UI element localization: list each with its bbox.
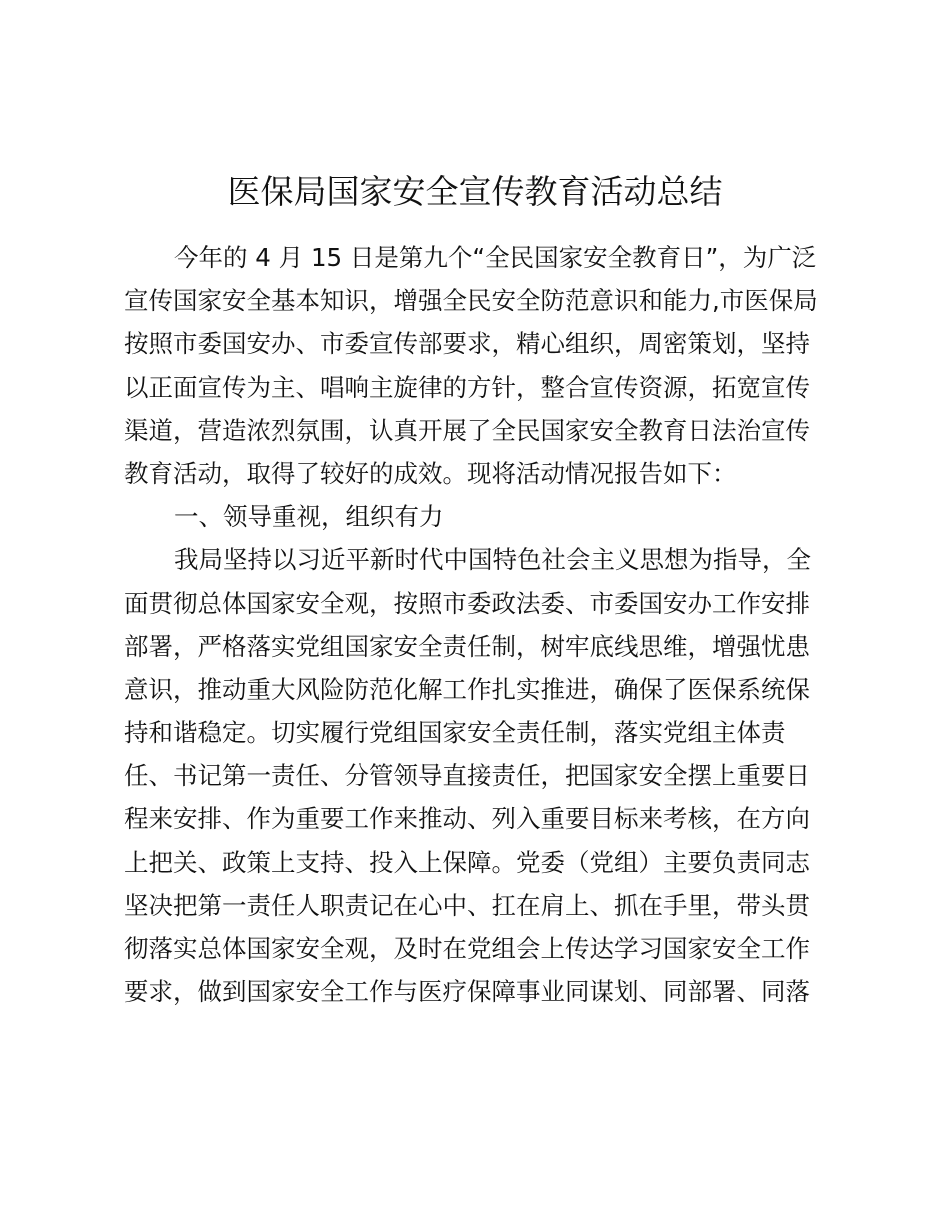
paragraph-2-line-7: 程来安排、作为重要工作来推动、列入重要目标来考核，在方向 [124,804,810,834]
paragraph-1-line-2: 宣传国家安全基本知识，增强全民安全防范意识和能力,市医保局 [124,286,818,316]
paragraph-2-line-6: 任、书记第一责任、分管领导直接责任，把国家安全摆上重要日 [124,761,810,791]
paragraph-2-line-8: 上把关、政策上支持、投入上保障。党委（党组）主要负责同志 [124,847,810,877]
document-body [124,236,834,1013]
paragraph-1-line-3: 按照市委国安办、市委宣传部要求，精心组织，周密策划，坚持 [124,329,810,359]
paragraph-2-line-11: 要求，做到国家安全工作与医疗保障事业同谋划、同部署、同落 [124,977,810,1007]
paragraph-1-line-1: 今年的 4 月 15 日是第九个“全民国家安全教育日”，为广泛 [174,243,817,272]
paragraph-2-line-3: 部署，严格落实党组国家安全责任制，树牢底线思维，增强忧患 [124,631,810,661]
paragraph-2-line-4: 意识，推动重大风险防范化解工作扎实推进，确保了医保系统保 [124,674,810,704]
paragraph-2-line-10: 彻落实总体国家安全观，及时在党组会上传达学习国家安全工作 [124,934,810,963]
paragraph-1-line-5: 渠道，营造浓烈氛围，认真开展了全民国家安全教育日法治宣传 [124,415,810,445]
paragraph-2-line-9: 坚决把第一责任人职责记在心中、扛在肩上、抓在手里，带头贯 [124,890,810,920]
paragraph-1-line-6: 教育活动，取得了较好的成效。现将活动情况报告如下： [124,458,737,488]
paragraph-2-line-2: 面贯彻总体国家安全观，按照市委政法委、市委国安办工作安排 [124,588,810,618]
paragraph-1-line-4: 以正面宣传为主、唱响主旋律的方针，整合宣传资源，拓宽宣传 [124,372,810,402]
section-heading-1: 一、领导重视，组织有力 [174,502,444,532]
document-title: 医保局国家安全宣传教育活动总结 [227,172,723,211]
paragraph-2-line-1: 我局坚持以习近平新时代中国特色社会主义思想为指导，全 [174,545,811,575]
paragraph-2-line-5: 持和谐稳定。切实履行党组国家安全责任制，落实党组主体责 [124,718,786,748]
